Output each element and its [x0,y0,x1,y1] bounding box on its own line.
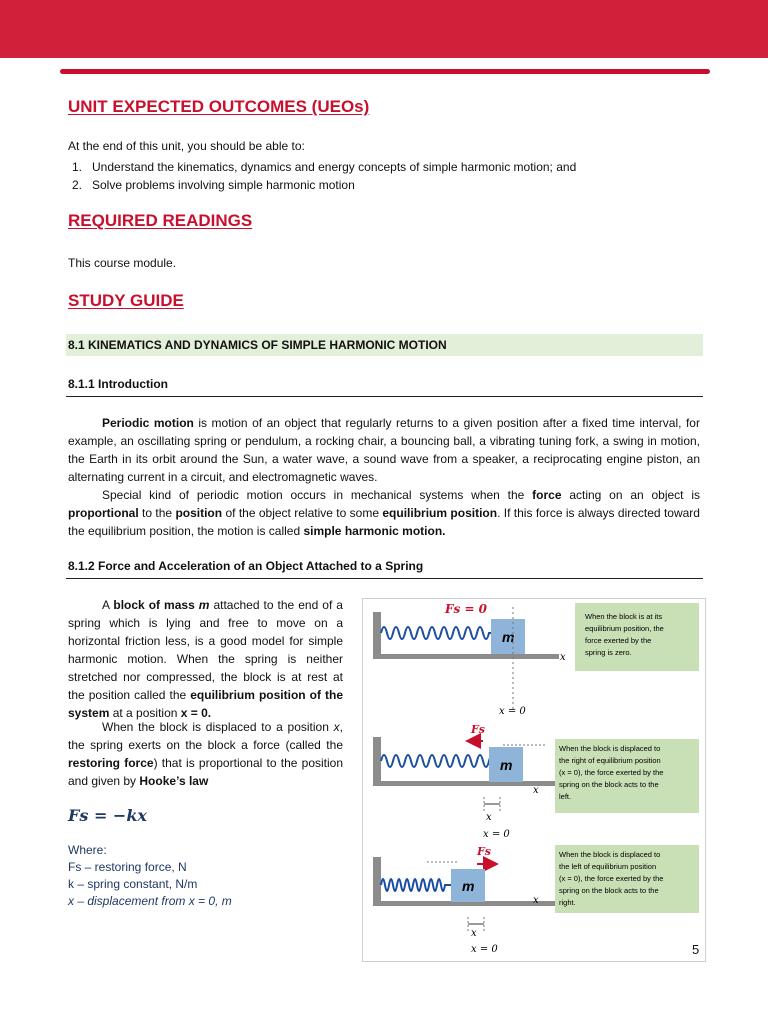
where-title: Where: [68,843,107,857]
intro-p2-c: to the [138,506,176,520]
spring-paragraph-2 [68,718,343,790]
intro-subheading: 8.1.1 Introduction [68,377,169,391]
readings-heading: REQUIRED READINGS [68,211,253,230]
term-periodic-motion: Periodic motion [102,416,194,430]
ueo-item-1-number: 1. [72,160,83,174]
term-equilibrium-system: equilibrium position of the system [68,688,343,720]
intro-paragraph-2 [68,486,700,540]
section-heading: 8.1 KINEMATICS AND DYNAMICS OF SIMPLE HARMONIC MOTION [68,338,447,352]
spring-diagram [363,599,705,961]
displacement-x-3: x [471,928,477,939]
intro-p1-text: is motion of an object that regularly returns to a given position after a fixed time interval, for example, an oscillating spring or pendulum, a rocking chair, a bouncing ball, a vibrating tuning fork, a swing in motion, the Earth in its orbit around the Sun, a water wave, a sound wave from a speaker, a reciprocating engine piston, an alternating current in a circuit, and electromagnetic waves. [68,416,700,484]
term-restoring-force: restoring force [68,756,154,770]
intro-p2-d: of the object relative to some [222,506,383,520]
spring-p1-a: A [102,598,114,612]
spring-p2-b: , the spring exerts on the block a force (called the [68,720,343,752]
mass-label-3: m [462,878,475,894]
x0-label-2: x = 0 [483,829,510,840]
note-2: When the block is displaced to the right of equilibrium position (x = 0), the force exerted by the spring on the block acts to the left. [559,744,664,801]
spring-paragraph-1 [68,596,343,722]
term-hookes-law: Hooke’s law [139,774,209,788]
wall-2 [373,737,559,786]
mass-label-2: m [500,757,513,773]
term-proportional: proportional [68,506,139,520]
study-guide-heading: STUDY GUIDE [68,291,184,310]
axis-x-label-2: x [533,785,539,796]
ueo-item-1 [72,159,577,175]
fs-zero-label: Fs = 0 [445,602,488,616]
x0-label-1: x = 0 [499,706,526,717]
header-banner [0,0,768,58]
intro-p2-e: . If this force is always directed toward the equilibrium position, the motion is called [68,506,700,538]
wall-1 [373,612,559,659]
ueo-item-2 [72,177,355,193]
intro-paragraph-1 [68,414,700,486]
axis-x-label-1: x [560,652,566,663]
term-x0: x = 0. [180,706,212,720]
mass-label-1: m [502,629,515,645]
fs-label-2: Fs [471,723,486,736]
ueo-item-1-text: Understand the kinematics, dynamics and energy concepts of simple harmonic motion; and [92,160,577,174]
spring-subheading: 8.1.2 Force and Acceleration of an Object Attached to a Spring [68,559,424,573]
axis-x-label-3: x [533,895,539,906]
note-1: When the block is at its equilibrium position, the force exerted by the spring is zero. [585,612,664,657]
spring-p1-b: attached to the end of a spring which is lying and free to move on a horizontal friction less, is a good model for simple harmonic motion. When the spring is neither stretched nor compressed, the block is at rest at the position called the [68,598,343,702]
readings-text: This course module. [68,256,177,270]
term-shm: simple harmonic motion. [303,524,446,538]
intro-p2-a: Special kind of periodic motion occurs in mechanical systems when the [102,488,533,502]
spring-figure [362,598,706,962]
where-k: k – spring constant, N/m [68,877,198,891]
ueo-item-2-text: Solve problems involving simple harmonic motion [92,178,355,192]
where-x: x – displacement from x = 0, m [68,894,232,908]
displacement-x-2: x [486,812,492,823]
x0-label-3: x = 0 [471,944,498,955]
spring-1 [381,627,495,639]
spring-p1-c: at a position [109,706,181,720]
intro-p2-b: acting on an object is [561,488,700,502]
section-heading-bar [66,334,703,356]
spring-3 [381,879,451,891]
page-number: 5 [692,942,700,957]
fs-label-3: Fs [477,845,492,858]
spring-rule [66,578,703,579]
term-m: m [198,598,210,612]
ueo-item-2-number: 2. [72,178,83,192]
header-divider [60,69,710,74]
term-position: position [175,506,223,520]
term-equilibrium-position: equilibrium position [382,506,498,520]
spring-p2-a: When the block is displaced to a position [102,720,334,734]
spring-p2-c: ) that is proportional to the position and given by [68,756,344,788]
ueo-intro: At the end of this unit, you should be able to: [68,139,305,153]
term-x: x [333,720,340,734]
hookes-law-formula: Fs = −kx [68,806,147,825]
note-3: When the block is displaced to the left of equilibrium position (x = 0), the force exerted by the spring on the block acts to the right. [559,850,664,907]
ueo-heading: UNIT EXPECTED OUTCOMES (UEOs) [68,97,370,116]
intro-rule [66,396,703,397]
term-block-of-mass: block of mass [113,598,199,612]
where-fs: Fs – restoring force, N [68,860,187,874]
term-force: force [532,488,562,502]
